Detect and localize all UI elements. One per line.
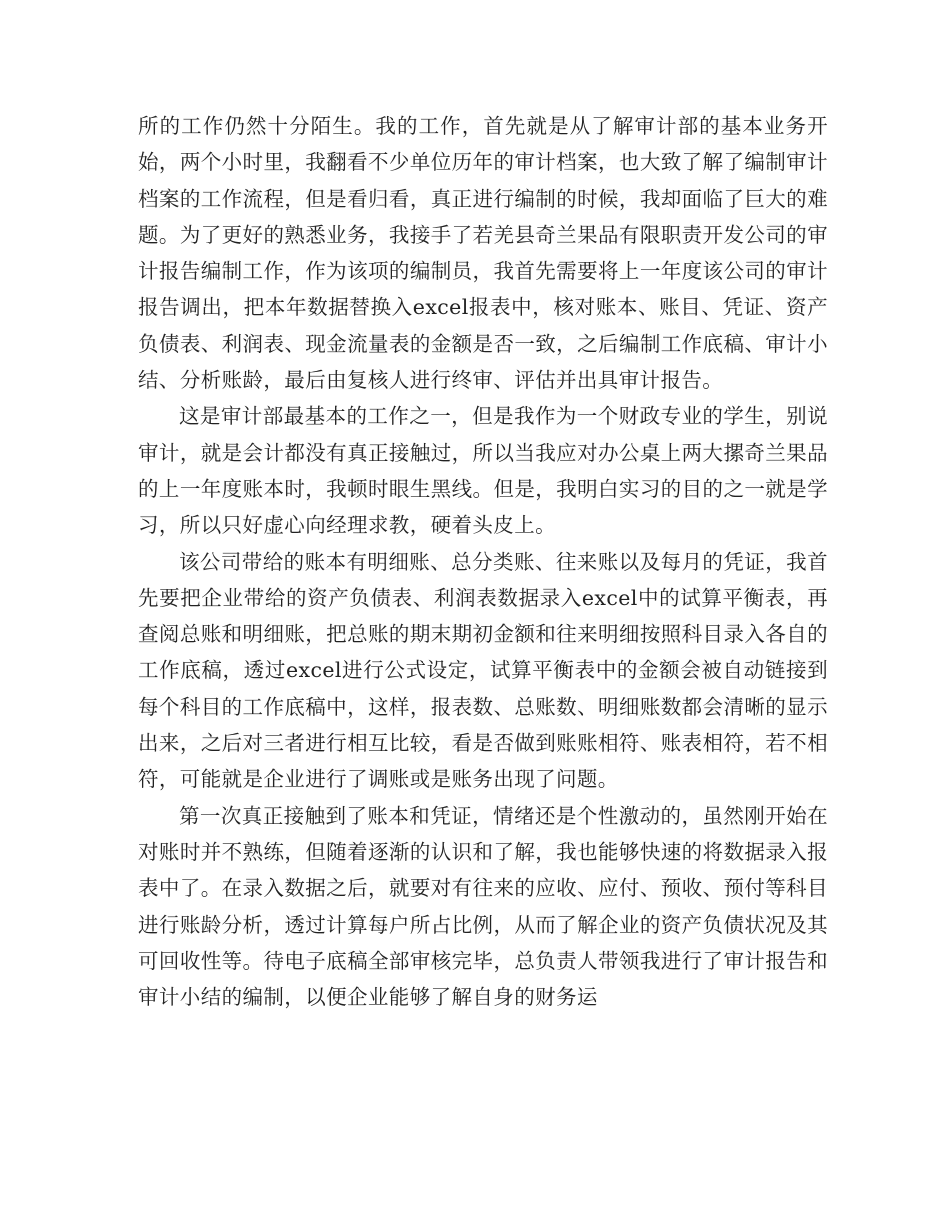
document-body xyxy=(138,108,828,1015)
paragraph-3: 该公司带给的账本有明细账、总分类账、往来账以及每月的凭证，我首先要把企业带给的资产负债表、利润表数据录入excel中的试算平衡表，再查阅总账和明细账，把总账的期末期初金额和往来明细按照科目录入各自的工作底稿，透过excel进行公式设定，试算平衡表中的金额会被自动链接到每个科目的工作底稿中，这样，报表数、总账数、明细账数都会清晰的显示出来，之后对三者进行相互比较，看是否做到账账相符、账表相符，若不相符，可能就是企业进行了调账或是账务出现了问题。 xyxy=(138,549,828,792)
paragraph-1: 所的工作仍然十分陌生。我的工作，首先就是从了解审计部的基本业务开始，两个小时里，我翻看不少单位历年的审计档案，也大致了解了编制审计档案的工作流程，但是看归看，真正进行编制的时候，我却面临了巨大的难题。为了更好的熟悉业务，我接手了若羌县奇兰果品有限职责开发公司的审计报告编制工作，作为该项的编制员，我首先需要将上一年度该公司的审计报告调出，把本年数据替换入excel报表中，核对账本、账目、凭证、资产负债表、利润表、现金流量表的金额是否一致，之后编制工作底稿、审计小结、分析账龄，最后由复核人进行终审、评估并出具审计报告。 xyxy=(138,114,828,393)
paragraph-2: 这是审计部最基本的工作之一，但是我作为一个财政专业的学生，别说审计，就是会计都没有真正接触过，所以当我应对办公桌上两大摞奇兰果品的上一年度账本时，我顿时眼生黑线。但是，我明白实习的目的之一就是学习，所以只好虚心向经理求教，硬着头皮上。 xyxy=(138,404,828,538)
paragraph-4: 第一次真正接触到了账本和凭证，情绪还是个性激动的，虽然刚开始在对账时并不熟练，但随着逐渐的认识和了解，我也能够快速的将数据录入报表中了。在录入数据之后，就要对有往来的应收、应付、预收、预付等科目进行账龄分析，透过计算每户所占比例，从而了解企业的资产负债状况及其可回收性等。待电子底稿全部审核完毕，总负责人带领我进行了审计报告和审计小结的编制，以便企业能够了解自身的财务运 xyxy=(138,803,828,1010)
